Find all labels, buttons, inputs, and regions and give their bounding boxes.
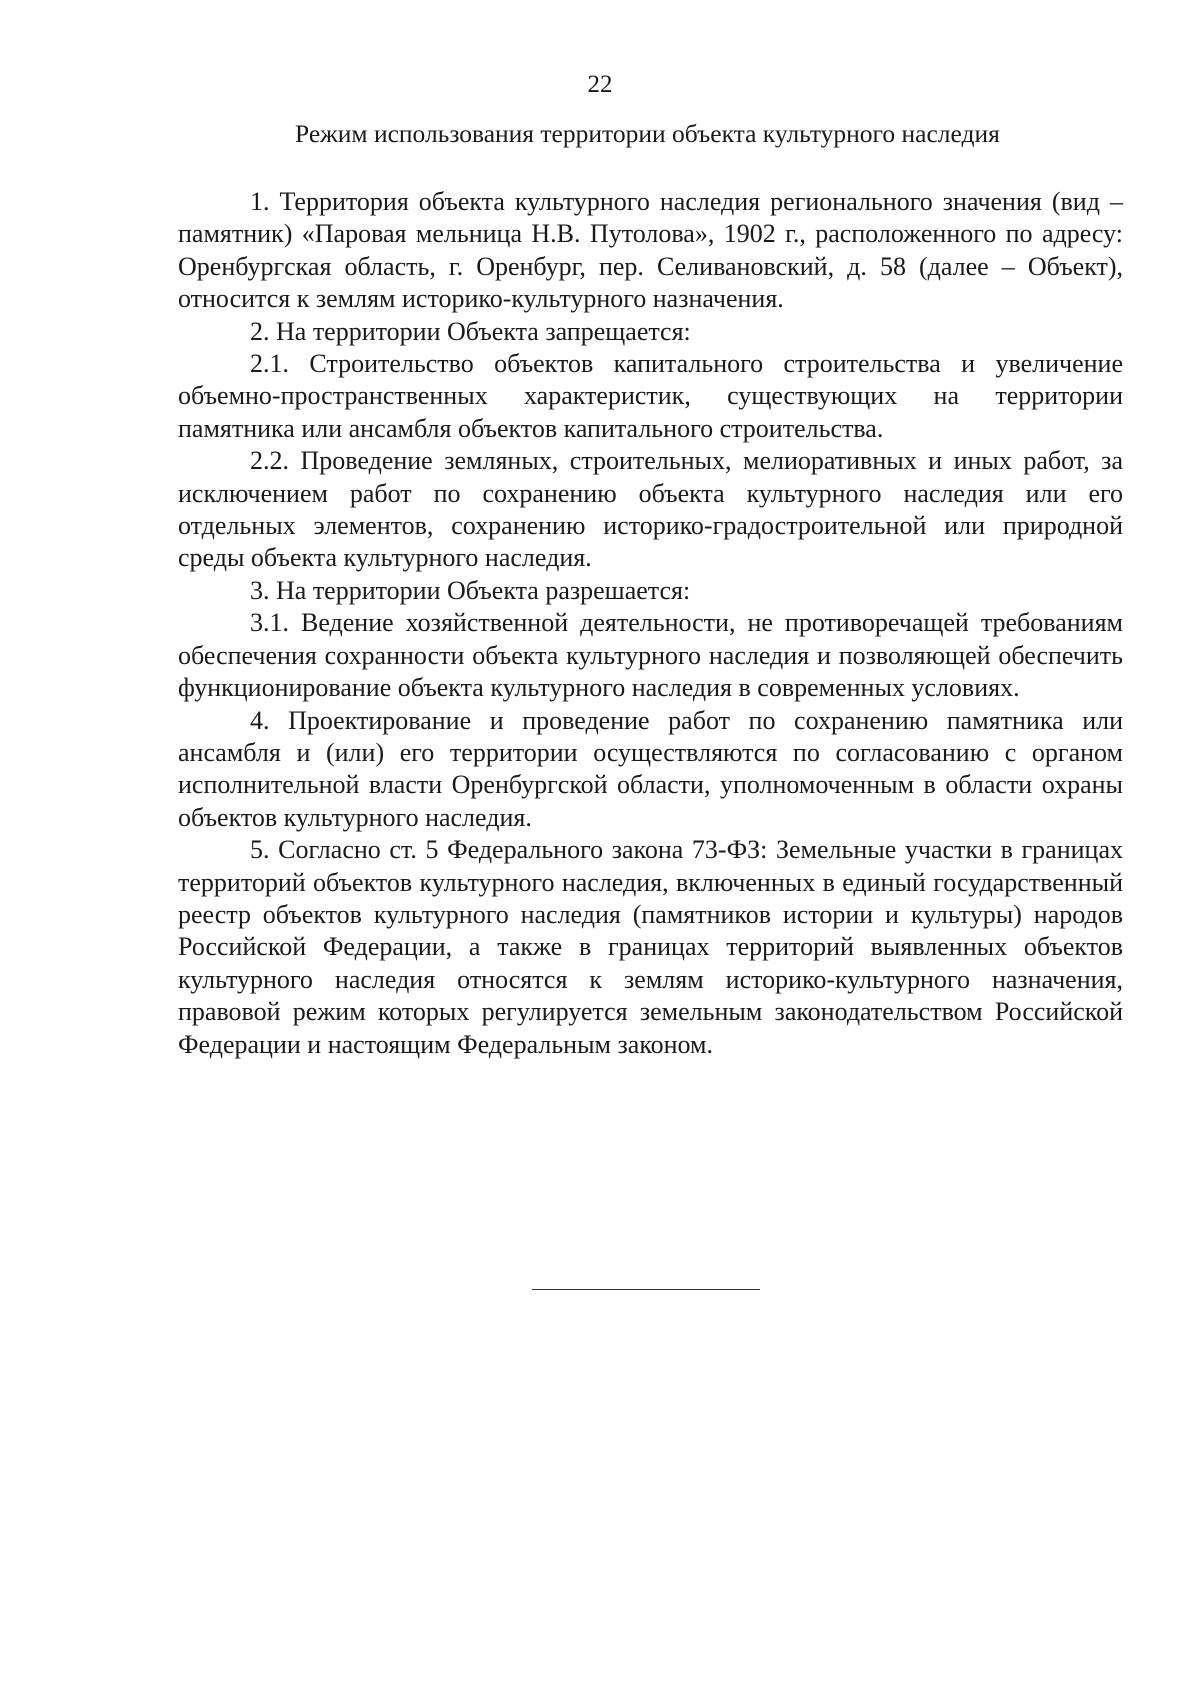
paragraph-1: 1. Территория объекта культурного наследия регионального значения (вид – памятник) «Паровая мельница Н.В. Путолова», 1902 г., расположенного по адресу: Оренбургская область, г. Оренбург, пер. Селивановский, д. 58 (далее – Объект), относится к землям историко-культурного назначения.: [178, 187, 1123, 314]
paragraph-5: 5. Согласно ст. 5 Федерального закона 73-ФЗ: Земельные участки в границах территорий объектов культурного наследия, включенных в единый государственный реестр объектов культурного наследия (памятников истории и культуры) народов Российской Федерации, а также в границах территорий выявленных объектов культурного наследия относятся к землям историко-культурного назначения, правовой режим которых регулируется земельным законодательством Российской Федерации и настоящим Федеральным законом.: [178, 835, 1123, 1059]
document-body: [178, 186, 1123, 1061]
paragraph-2-2: 2.2. Проведение земляных, строительных, мелиоративных и иных работ, за исключением работ по сохранению объекта культурного наследия или его отдельных элементов, сохранению историко-градостроительной или природной среды объекта культурного наследия.: [178, 446, 1123, 573]
end-of-text-rule: [532, 1289, 760, 1290]
paragraph-2: 2. На территории Объекта запрещается:: [250, 316, 691, 346]
paragraph-4: 4. Проектирование и проведение работ по сохранению памятника или ансамбля и (или) его территории осуществляются по согласованию с органом исполнительной власти Оренбургской области, уполномоченным в области охраны объектов культурного наследия.: [178, 705, 1123, 832]
paragraph-3-1: 3.1. Ведение хозяйственной деятельности, не противоречащей требованиям обеспечения сохранности объекта культурного наследия и позволяющей обеспечить функционирование объекта культурного наследия в современных условиях.: [178, 608, 1123, 703]
page-number: 22: [587, 71, 613, 98]
paragraph-3: 3. На территории Объекта разрешается:: [250, 575, 691, 605]
paragraph-2-1: 2.1. Строительство объектов капитального строительства и увеличение объемно-пространственных характеристик, существующих на территории памятника или ансамбля объектов капитального строительства.: [178, 349, 1123, 443]
document-title: Режим использования территории объекта культурного наследия: [295, 119, 1000, 148]
